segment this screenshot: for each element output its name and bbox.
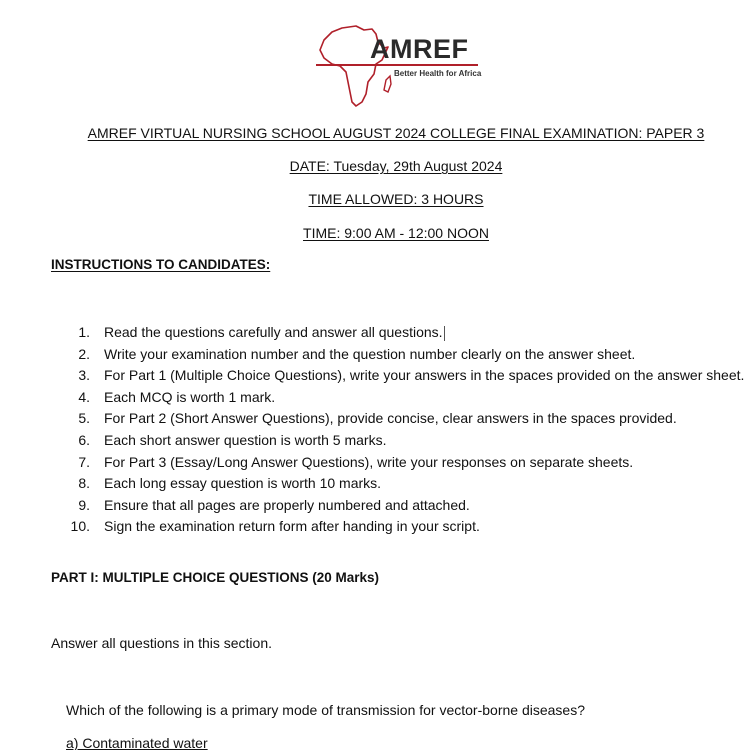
list-text: For Part 1 (Multiple Choice Questions), write your answers in the spaces provided on the answer sheet. (104, 367, 745, 384)
option-a: a) Contaminated water (66, 735, 208, 750)
list-text: For Part 2 (Short Answer Questions), provide concise, clear answers in the spaces provided. (104, 410, 677, 427)
list-item (60, 430, 750, 452)
instructions-heading: INSTRUCTIONS TO CANDIDATES: (51, 257, 271, 272)
list-text: Sign the examination return form after handing in your script. (104, 518, 480, 535)
list-item (60, 322, 750, 344)
text-cursor (444, 326, 445, 341)
list-number: 1. (78, 324, 90, 340)
list-item (60, 495, 750, 517)
list-item (60, 365, 750, 387)
list-text: Each short answer question is worth 5 marks. (104, 431, 387, 448)
logo-wordmark: AMREF (370, 34, 469, 64)
time-allowed: TIME ALLOWED: 3 HOURS (308, 191, 484, 207)
instructions-list (60, 322, 750, 538)
list-number: 4. (78, 388, 90, 405)
list-item (60, 516, 750, 538)
list-number: 3. (78, 367, 90, 384)
list-number: 10. (70, 518, 90, 535)
list-text: Each MCQ is worth 1 mark. (104, 388, 276, 405)
list-number: 8. (78, 475, 90, 492)
list-text: Ensure that all pages are properly numbered and attached. (104, 496, 470, 513)
list-text: Write your examination number and the question number clearly on the answer sheet. (104, 345, 636, 362)
list-item (60, 344, 750, 366)
list-item (60, 408, 750, 430)
exam-date: DATE: Tuesday, 29th August 2024 (289, 158, 503, 174)
list-number: 9. (78, 496, 90, 513)
list-number: 6. (78, 431, 90, 448)
list-item (60, 387, 750, 409)
question-text: Which of the following is a primary mode of transmission for vector-borne diseases? (66, 702, 585, 718)
part1-heading: PART I: MULTIPLE CHOICE QUESTIONS (20 Marks) (51, 570, 380, 585)
amref-logo (312, 20, 482, 110)
list-item (60, 473, 750, 495)
list-number: 7. (78, 453, 90, 470)
list-number: 5. (78, 410, 90, 427)
list-item (60, 452, 750, 474)
part1-intro: Answer all questions in this section. (51, 635, 272, 651)
exam-time: TIME: 9:00 AM - 12:00 NOON (303, 225, 489, 241)
list-text: Read the questions carefully and answer all questions. (104, 324, 443, 340)
list-text: For Part 3 (Essay/Long Answer Questions), write your responses on separate sheets. (104, 453, 634, 470)
logo-tagline: Better Health for Africa (394, 69, 482, 78)
list-number: 2. (78, 345, 90, 362)
exam-title: AMREF VIRTUAL NURSING SCHOOL AUGUST 2024 COLLEGE FINAL EXAMINATION: PAPER 3 (87, 125, 705, 141)
list-text: Each long essay question is worth 10 marks. (104, 475, 382, 492)
